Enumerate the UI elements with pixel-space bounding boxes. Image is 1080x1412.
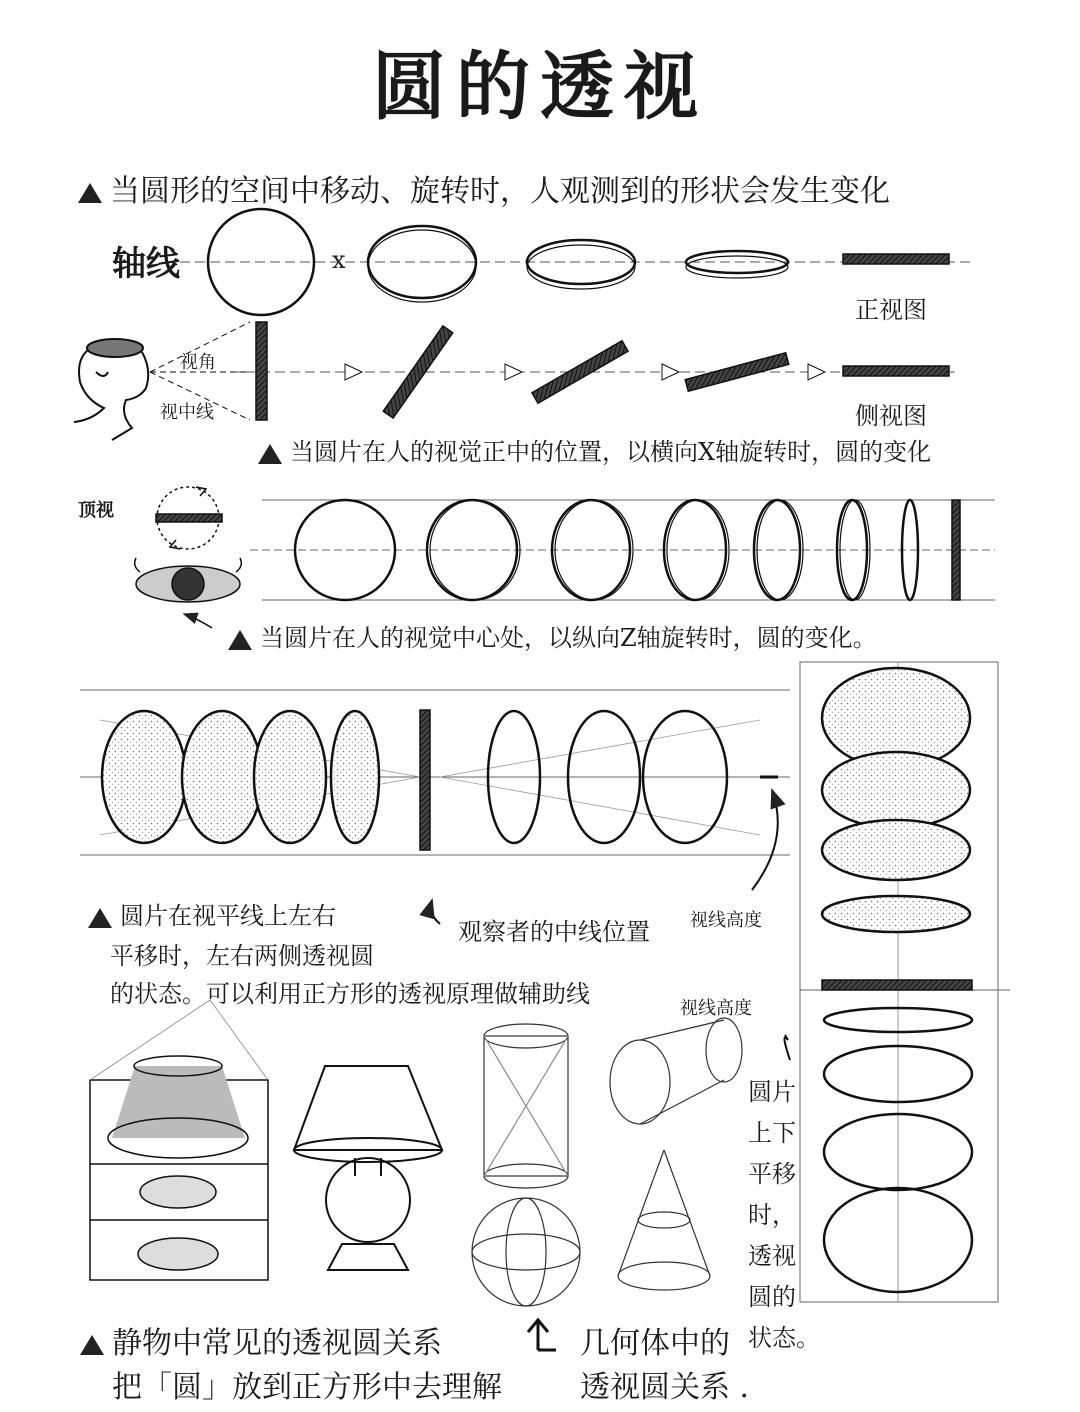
geometry-caption-line2: 透视圆关系 . [580,1370,750,1405]
triangle-bullet-icon [228,630,252,650]
lamp-in-box-drawing [90,1000,268,1280]
triangle-bullet-icon [258,444,282,464]
column-vertical-translation [784,662,1010,1302]
observer-label: 观察者的中线位置 [458,918,650,946]
row-rotating-disc [230,322,955,420]
eye-level-label: 视线高度 [690,910,762,931]
section2-caption-text: 当圆片在人的视觉正中的位置，以横向X轴旋转时，圆的变化 [290,438,932,466]
vertical-note-line: 圆的 [748,1283,796,1311]
vertical-note [748,1072,820,1353]
section1-caption [78,166,890,210]
still-life-caption-line2: 把「圆」放到正方形中去理解 [112,1370,502,1405]
still-life-caption-line1-text: 静物中常见的透视圆关系 [112,1326,442,1361]
side-view-label: 侧视图 [855,402,927,430]
section4-caption-line1 [88,896,336,931]
geometry-caption-line1: 几何体中的 [580,1326,730,1361]
axis-x-mark: x [332,246,346,274]
section4-caption-line2: 平移时，左右两侧透视圆 [110,942,374,970]
geometric-solids-drawing [472,1018,742,1306]
up-arrow-icon [528,1320,556,1350]
front-view-label: 正视图 [855,296,927,324]
vertical-note-line: 状态。 [748,1324,820,1352]
section4-caption-line3: 的状态。可以利用正方形的透视原理做辅助线 [110,980,590,1008]
section3-caption-text: 当圆片在人的视觉中心处，以纵向Z轴旋转时，圆的变化。 [260,624,877,652]
triangle-bullet-icon [88,908,112,928]
vertical-note-line: 时， [748,1201,796,1229]
eye-level-label-2: 视线高度 [680,998,752,1019]
row-x-axis-rotation [250,500,995,600]
triangle-bullet-icon [78,183,102,203]
vertical-note-line: 上下 [748,1119,796,1147]
table-lamp-drawing [294,1066,442,1270]
vertical-note-line: 透视 [748,1242,796,1270]
vertical-note-line: 平移 [748,1160,796,1188]
page-title: 圆的透视 [372,44,708,130]
still-life-caption-line1 [80,1318,442,1362]
view-center-label: 视中线 [160,402,214,423]
section4-caption-line1-text: 圆片在视平线上左右 [120,902,336,930]
section1-caption-text: 当圆形的空间中移动、旋转时，人观测到的形状会发生变化 [110,174,890,209]
top-view-label: 顶视 [78,500,114,521]
triangle-bullet-icon [80,1335,104,1355]
section2-caption [258,432,931,467]
axis-label: 轴线 [112,244,180,284]
view-angle-label: 视角 [180,352,216,373]
section3-caption [228,618,877,653]
row-horizontal-translation [80,690,790,924]
vertical-note-line: 圆片 [748,1078,796,1106]
top-view-diagram [135,487,242,628]
